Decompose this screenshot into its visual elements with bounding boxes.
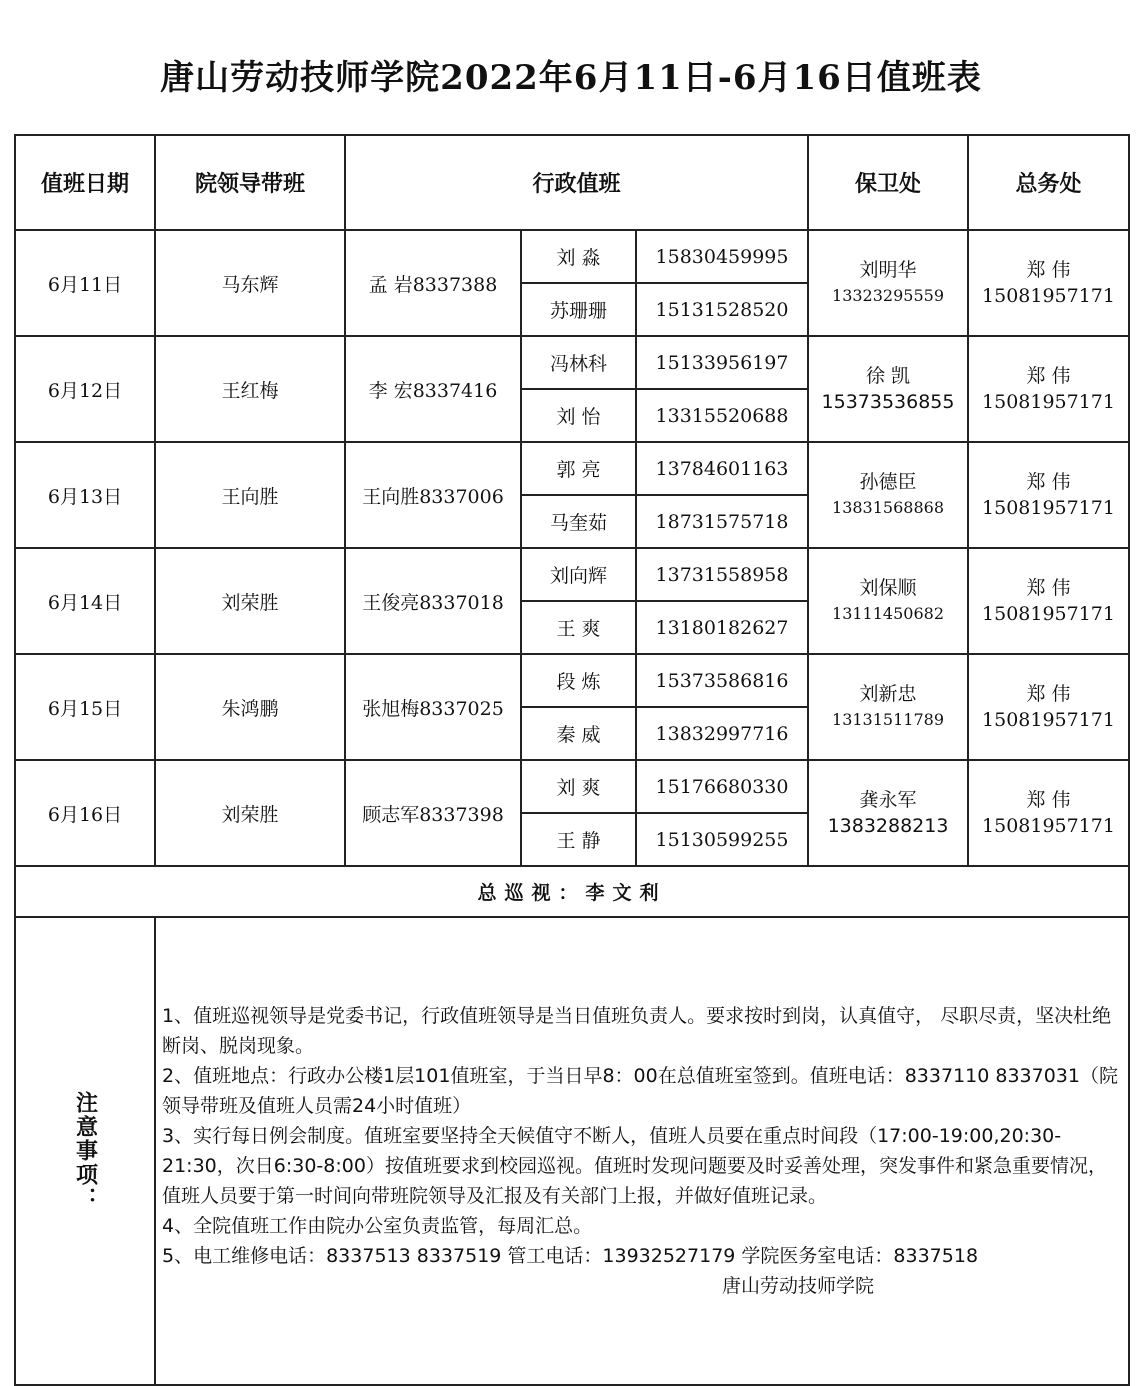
notes-label-cell <box>15 917 155 1385</box>
duty-leader: 刘荣胜 <box>155 548 345 654</box>
staff-name: 刘向辉 <box>521 548 636 601</box>
general-cell <box>968 230 1129 336</box>
general-phone: 15081957171 <box>982 603 1115 625</box>
note-item: 5、电工维修电话：8337513 8337519 管工电话：13932527179 学院医务室电话：8337518 <box>162 1245 979 1267</box>
signature: 唐山劳动技师学院 <box>722 1275 875 1297</box>
header-leader: 院领导带班 <box>155 135 345 230</box>
general-name: 郑 伟 <box>1026 471 1071 493</box>
security-cell <box>808 548 968 654</box>
admin-lead: 王俊亮8337018 <box>345 548 521 654</box>
staff-name: 段 炼 <box>521 654 636 707</box>
note-item: 1、值班巡视领导是党委书记，行政值班领导是当日值班负责人。要求按时到岗，认真值守， 尽职尽责，坚决杜绝断岗、脱岗现象。 <box>162 1005 1112 1057</box>
duty-leader: 王红梅 <box>155 336 345 442</box>
staff-phone: 13784601163 <box>636 442 808 495</box>
general-cell <box>968 654 1129 760</box>
security-name: 孙德臣 <box>859 471 917 493</box>
general-name: 郑 伟 <box>1026 259 1071 281</box>
security-name: 徐 凯15373536855 <box>821 365 955 413</box>
staff-phone: 15830459995 <box>636 230 808 283</box>
page-title: 唐山劳动技师学院2022年6月11日-6月16日值班表 <box>160 58 982 98</box>
general-cell <box>968 760 1129 866</box>
header-date: 值班日期 <box>15 135 155 230</box>
staff-phone: 15130599255 <box>636 813 808 866</box>
staff-phone: 15176680330 <box>636 760 808 813</box>
note-item: 3、实行每日例会制度。值班室要坚持全天候值守不断人，值班人员要在重点时间段（17:00-19:00,20:30-21:30，次日6:30-8:00）按值班要求到校园巡视。值班时发现问题要及时妥善处理，突发事件和紧急重要情况，值班人员要于第一时间向带班院领导及汇报及有关部门上报，并做好值班记录。 <box>162 1125 1107 1207</box>
security-cell <box>808 336 968 442</box>
header-row <box>15 135 1129 230</box>
admin-lead: 王向胜8337006 <box>345 442 521 548</box>
notes-content <box>155 917 1129 1385</box>
duty-date: 6月16日 <box>15 760 155 866</box>
duty-row <box>15 230 1129 283</box>
security-name: 刘明华 <box>859 259 917 281</box>
staff-phone: 15131528520 <box>636 283 808 336</box>
duty-date: 6月14日 <box>15 548 155 654</box>
staff-name: 刘 怡 <box>521 389 636 442</box>
staff-phone: 15133956197 <box>636 336 808 389</box>
header-general: 总务处 <box>968 135 1129 230</box>
staff-phone: 13731558958 <box>636 548 808 601</box>
duty-date: 6月12日 <box>15 336 155 442</box>
notes-label: 注意事项： <box>72 1091 98 1211</box>
duty-date: 6月15日 <box>15 654 155 760</box>
staff-phone: 13180182627 <box>636 601 808 654</box>
general-name: 郑 伟 <box>1026 577 1071 599</box>
general-phone: 15081957171 <box>982 285 1115 307</box>
staff-name: 马奎茹 <box>521 495 636 548</box>
general-cell <box>968 336 1129 442</box>
security-cell <box>808 230 968 336</box>
admin-lead: 顾志军8337398 <box>345 760 521 866</box>
general-phone: 15081957171 <box>982 391 1115 413</box>
duty-date: 6月13日 <box>15 442 155 548</box>
staff-phone: 13315520688 <box>636 389 808 442</box>
patrol-text: 总巡视：李文利 <box>15 866 1129 917</box>
security-name: 刘新忠 <box>859 683 917 705</box>
general-phone: 15081957171 <box>982 497 1115 519</box>
security-name: 刘保顺 <box>859 577 917 599</box>
staff-name: 王 静 <box>521 813 636 866</box>
patrol-row <box>15 866 1129 917</box>
admin-lead: 张旭梅8337025 <box>345 654 521 760</box>
staff-name: 郭 亮 <box>521 442 636 495</box>
general-name: 郑 伟 <box>1026 789 1071 811</box>
security-phone: 13831568868 <box>832 498 944 517</box>
duty-leader: 刘荣胜 <box>155 760 345 866</box>
duty-row <box>15 336 1129 389</box>
admin-lead: 孟 岩8337388 <box>345 230 521 336</box>
duty-rows <box>15 230 1129 866</box>
note-item: 4、全院值班工作由院办公室负责监管，每周汇总。 <box>162 1215 593 1237</box>
staff-phone: 18731575718 <box>636 495 808 548</box>
note-item: 2、值班地点：行政办公楼1层101值班室，于当日早8：00在总值班室签到。值班电话：8337110 8337031（院领导带班及值班人员需24小时值班） <box>162 1065 1118 1117</box>
duty-row <box>15 760 1129 813</box>
header-admin: 行政值班 <box>345 135 808 230</box>
security-phone: 13131511789 <box>832 710 944 729</box>
staff-name: 冯林科 <box>521 336 636 389</box>
notes-row <box>15 917 1129 1385</box>
duty-row <box>15 654 1129 707</box>
security-phone: 13323295559 <box>832 286 944 305</box>
staff-name: 秦 威 <box>521 707 636 760</box>
duty-leader: 朱鸿鹏 <box>155 654 345 760</box>
security-cell <box>808 654 968 760</box>
general-name: 郑 伟 <box>1026 683 1071 705</box>
staff-phone: 13832997716 <box>636 707 808 760</box>
duty-row <box>15 548 1129 601</box>
staff-phone: 15373586816 <box>636 654 808 707</box>
security-name: 龚永军1383288213 <box>827 789 949 837</box>
duty-leader: 王向胜 <box>155 442 345 548</box>
general-phone: 15081957171 <box>982 709 1115 731</box>
duty-row <box>15 442 1129 495</box>
general-cell <box>968 548 1129 654</box>
staff-name: 王 爽 <box>521 601 636 654</box>
security-phone: 13111450682 <box>832 604 944 623</box>
duty-date: 6月11日 <box>15 230 155 336</box>
security-cell <box>808 442 968 548</box>
duty-leader: 马东辉 <box>155 230 345 336</box>
duty-table <box>14 134 1130 1386</box>
header-security: 保卫处 <box>808 135 968 230</box>
staff-name: 刘 淼 <box>521 230 636 283</box>
general-phone: 15081957171 <box>982 815 1115 837</box>
admin-lead: 李 宏8337416 <box>345 336 521 442</box>
security-cell <box>808 760 968 866</box>
staff-name: 苏珊珊 <box>521 283 636 336</box>
general-cell <box>968 442 1129 548</box>
staff-name: 刘 爽 <box>521 760 636 813</box>
general-name: 郑 伟 <box>1026 365 1071 387</box>
